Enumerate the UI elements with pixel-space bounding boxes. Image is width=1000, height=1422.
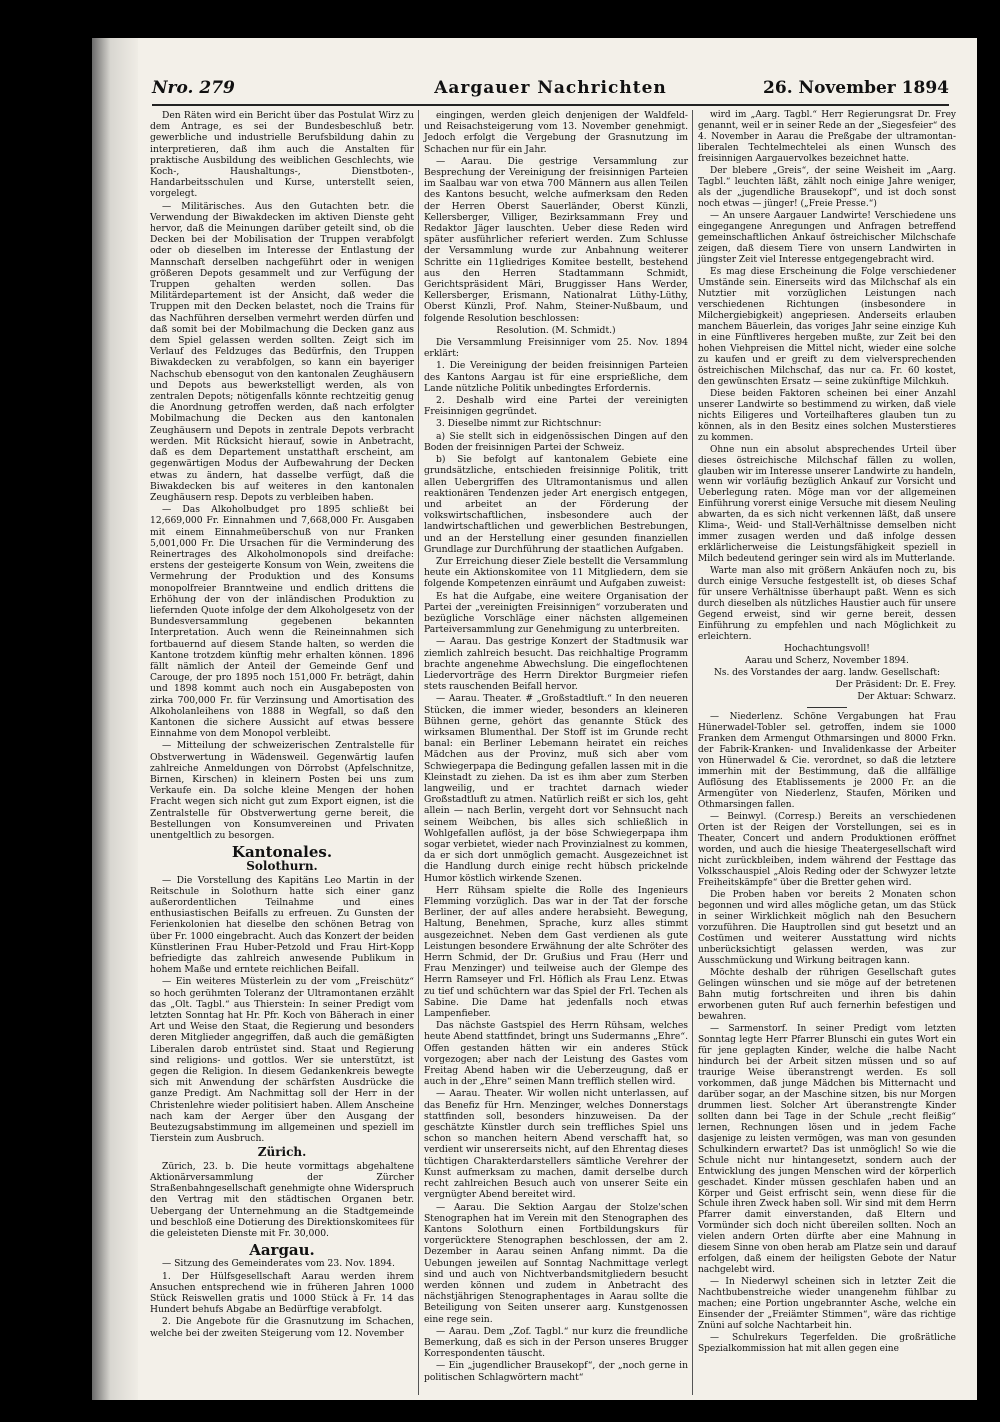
article-paragraph: — Niederlenz. Schöne Vergabungen hat Frau Hünerwadel-Tobler sel. getroffen, indem sie 1000 Franken dem Armengut Othmarsingen und 8000 Frkn. der Fabrik-Kranken- und Invalidenkasse der Arbeiter von Hünerwadel & Cie. verordnet, so daß die letztere immerhin mit der Bestimmung, daß die allfällige Auflösung des Etablissements je 2000 Fr. an die Armengüter von Niederlenz, Staufen, Möriken und Othmarsingen fallen. bbox=[698, 712, 956, 811]
closing-line: Hochachtungsvoll! bbox=[784, 644, 870, 655]
article-paragraph: Es mag diese Erscheinung die Folge verschiedener Umstände sein. Einerseits wird das Milchschaf als ein Nutztier mit vorzüglichen Leistungen nach verschiedenen Richtungen (insbesondere in Milchergiebigkeit) angepriesen. Anderseits erlauben manchem Bäuerlein, das voriges Jahr seine einzige Kuh in eine Fünftliveres hergeben mußte, zur Zeit bei den hohen Viehpreisen die Mittel nicht, wieder eine solche zu kaufen und er greift zu dem vielversprechenden östreichischen Milchschaf, das nur ca. Fr. 60 kostet, den gewünschten Ersatz — seine zukünftige Milchkuh. bbox=[698, 266, 956, 387]
signature-actuary: Der Aktuar: Schwarz. bbox=[857, 692, 956, 703]
issue-number: Nro. 279 bbox=[152, 78, 235, 98]
column-divider bbox=[418, 110, 419, 1395]
issue-date: 26. November 1894 bbox=[763, 78, 949, 98]
article-paragraph: — Aarau. Die gestrige Versammlung zur Besprechung der Vereinigung der freisinnigen Parteien im Saalbau war von etwa 700 Männern aus allen Teilen des Kantons besucht, welche aufmerksam den Reden der Herren Oberst Sauerländer, Oberst Künzli, Kellersberger, Villiger, Bezirksammann Frey und Redaktor Jäger lauschten. Ueber diese Reden wird später ausführlicher referiert werden. Zum Schlusse der Versammlung wurde zur Anbahnung weiterer Schritte ein 11gliedriges Komitee bestellt, bestehend aus den Herren Stadtammann Schmidt, Gerichtspräsident Märi, Bruggisser Hans Werder, Kellersberger, Erismann, Nationalrat Lüthy-Lüthy, Oberst Künzli, Prof. Nahm, Steiner-Nußbaum, und folgende Resolution beschlossen: bbox=[424, 155, 688, 324]
resolution-heading: Resolution. (M. Schmidt.) bbox=[496, 324, 616, 336]
article-paragraph: — Aarau. Theater. # „Großstadtluft.“ In den neueren Stücken, die immer wieder, besonders an kleineren Bühnen gerne, gehört das genannte Stück des wirksamen Blumenthal. Der Stoff ist im Grunde recht banal: ein Berliner Lebemann heiratet ein reiches Mädchen aus der Provinz, muß sich aber vom Schwiegerpapa die Bedingung gefallen lassen mit in die Kleinstadt zu ziehen. Da ist es ihm aber zum Sterben langweilig, und er trachtet darnach wieder Großstadtluft zu atmen. Natürlich reißt er sich los, geht allein — nach Berlin, vergeht dort vor Sehnsucht nach seinem Weibchen, bis alles sich schließlich in Wohlgefallen auflöst, ja der böse Schwiegerpapa ihm sogar verbietet, wieder nach Provinzialnest zu kommen, da er sich dort unmöglich gemacht. Ausgezeichnet ist die Handlung durch einige recht hübsch prickelnde Humor köstlich wirkende Szenen. bbox=[424, 693, 688, 884]
article-paragraph: Zürich, 23. b. Die heute vormittags abgehaltene Aktionärversammlung der Zürcher Straßenbahngesellschaft genehmigte ohne Widerspruch den Vertrag mit den städtischen Organen betr. Uebergang der Unternehmung an die Stadtgemeinde und beschloß eine Dotierung des Direktionskomitees für die geleisteten Dienste mit Fr. 30,000. bbox=[150, 1160, 415, 1239]
article-paragraph: wird im „Aarg. Tagbl.“ Herr Regierungsrat Dr. Frey genannt, weil er in seiner Rede an der „Siegesfeier“ des 4. November in Aarau die Preßgabe der ultramontan-liberalen Techtelmechtelei als einen Wunsch des freisinnigen Aargauervolkes bezeichnet hatte. bbox=[698, 110, 956, 164]
article-paragraph: — Sarmenstorf. In seiner Predigt vom letzten Sonntag legte Herr Pfarrer Blunschi ein gutes Wort ein für jene geplagten Kinder, welche die halbe Nacht hindurch bei der Arbeit sitzen müssen und so auf traurige Weise überanstrengt werden. Es soll vorkommen, daß junge Mädchen bis Mitternacht und darüber sogar, an der Maschine sitzen, bis nur Morgen drummen liest. Solcher Art überanstrengte Kinder sollten dann bei Tage in der Schule „recht fleißig“ lernen, Rechnungen lösen und in jedem Fache dasjenige zu leisten vermögen, was man von gesunden Schulkindern erwartet? Das ist unmöglich! So wie die Schule nicht nur hintangesetzt, sondern auch der Entwicklung des jungen Menschen wird der körperlich geschadet. Kinder müssen geschlafen haben und an Körper und Geist erfrischt sein, wenn diese für die Schule ihren Zweck haben soll. Wir sind mit dem Herrn Pfarrer damit einverstanden, daß Eltern und Vormünder sich doch nicht übereilen sollten. Noch an vielen andern Orten dürfte aber eine Mahnung in diesem Sinne von oben herab am Platze sein und darauf erfolgen, daß einem der heiligsten Gebote der Natur nachgelebt wird. bbox=[698, 1023, 956, 1276]
article-paragraph: Das nächste Gastspiel des Herrn Rühsam, welches heute Abend stattfindet, bringt uns Sudermanns „Ehre“. Offen gestanden hätten wir ein anderes Stück vorgezogen; aber nach der Leistung des Gastes vom Freitag Abend haben wir die Ueberzeugung, daß er auch in der „Ehre“ seinen Mann trefflich stellen wird. bbox=[424, 1020, 688, 1088]
article-paragraph: 3. Dieselbe nimmt zur Richtschnur: bbox=[436, 418, 602, 430]
article-paragraph: Herr Rühsam spielte die Rolle des Ingenieurs Flemming vorzüglich. Das war in der Tat der forsche Berliner, der auf alles andere herabsieht. Bewegung, Haltung, Benehmen, Sprache, kurz alles stimmt ausgezeichnet. Neben dem Gast verdienen als gute Leistungen besondere Erwähnung der alte Schröter des Herrn Schmid, der Dr. Grußius und Frau (Herr und Frau Menzinger) und teilweise auch der Glempe des Herrn Ramseyer und Frl. Höflich als Frau Lenz. Etwas zu tief und schüchtern war das Spiel der Frl. Techen als Sabine. Die Dame hat jedenfalls noch etwas Lampenfieber. bbox=[424, 884, 688, 1020]
article-paragraph: Möchte deshalb der rührigen Gesellschaft gutes Gelingen wünschen und sie möge auf der betretenen Bahn mutig fortschreiten und ihren bis dahin erworbenen guten Ruf auch fernerhin befestigen und bewahren. bbox=[698, 967, 956, 1022]
subsection-heading: Zürich. bbox=[257, 1145, 307, 1160]
article-paragraph: 1. Die Vereinigung der beiden freisinnigen Parteien des Kantons Aargau ist für eine ersprießliche, dem Lande nützliche Politik unbedingtes Erfordernis. bbox=[424, 360, 688, 394]
article-paragraph: — Die Vorstellung des Kapitäns Leo Martin in der Reitschule in Solothurn hatte sich einer ganz außerordentlichen Teilnahme und eines enthusiastischen Beifalls zu erfreuen. Zu Gunsten der Ferienkolonien hat dieselbe den schönen Betrag von über Fr. 1000 eingebracht. Auch das Konzert der beiden Künstlerinen Frau Huber-Petzold und Frau Hirt-Kopp befriedigte das zahlreich anwesende Publikum in hohem Maße und erntete reichlichen Beifall. bbox=[150, 874, 414, 976]
book-binding bbox=[92, 38, 138, 1400]
signature-president: Der Präsident: Dr. E. Frey. bbox=[835, 680, 956, 691]
article-paragraph: Den Räten wird ein Bericht über das Postulat Wirz zu dem Antrage, es sei der Bundesbeschluß betr. gewerbliche und industrielle Berufsbildung dahin zu interpretieren, daß ihm auch die Anstalten für praktische Ausbildung des weiblichen Geschlechts, wie Koch-, Haushaltungs-, Dienstboten-, Handarbeitsschulen und Kurse, unterstellt seien, vorgelegt. bbox=[150, 110, 414, 200]
article-paragraph: — Beinwyl. (Corresp.) Bereits an verschiedenen Orten ist der Reigen der Vorstellungen, sei es in Theater, Concert und andern Produktionen eröffnet worden, und auch die hiesige Theatergesellschaft wird nicht zurückbleiben, indem während der Festtage das Volksschauspiel „Alois Reding oder der Schwyzer letzte Freiheitskämpfe“ über die Bretter gehen wird. bbox=[698, 812, 956, 888]
article-paragraph: — Mitteilung der schweizerischen Zentralstelle für Obstverwertung in Wädensweil. Gegenwärtig laufen zahlreiche Anmeldungen von Dörrobst (Apfelschnitze, Birnen, Kirschen) in kleinern Posten bei uns zum Verkaufe ein. Da solche kleine Mengen der hohen Fracht wegen sich nicht gut zum Export eignen, ist die Zentralstelle für Obstverwertung gerne bereit, die Bestellungen von Konsumvereinen und Privaten unentgeltlich zu besorgen. bbox=[150, 740, 414, 841]
article-paragraph: 2. Deshalb wird eine Partei der vereinigten Freisinnigen gegründet. bbox=[424, 395, 688, 418]
article-paragraph: — Das Alkoholbudget pro 1895 schließt bei 12,669,000 Fr. Einnahmen und 7,668,000 Fr. Ausgaben mit einem Einnahmeüberschuß von nur Franken 5,001,000 Fr. Die Ursachen für die Verminderung des Reinertrages des Alkoholmonopols sind dreifache: erstens der gesteigerte Konsum von Wein, zweitens die Vermehrung der Produktion und des Konsums monopolfreier Branntweine und endlich drittens die Erhöhung der von der inländischen Produktion zu liefernden Quote infolge der dem Alkoholgesetz von der Bundesversammlung gegebenen bekannten Interpretation. Auch wenn die Reineinnahmen sich fortbauernd auf diesem Stande halten, so werden die Kantone trotzdem künftig mehr erhalten können. 1896 fällt nämlich der Anteil der Gemeinde Genf und Carouge, der pro 1895 noch 151,000 Fr. beträgt, dahin und 1898 kommt auch noch ein Ausgabeposten von zirka 700,000 Fr. für Verzinsung und Amortisation des Alkoholanleihens von 1888 in Wegfall, so daß den Kantonen die sichere Aussicht auf etwas bessere Einnahme von dem Monopol verbleibt. bbox=[150, 504, 414, 740]
column-3 bbox=[698, 110, 956, 1356]
article-paragraph: — An unsere Aargauer Landwirte! Verschiedene uns eingegangene Anregungen und Anfragen betreffend gemeinschaftlichen Ankauf östreichischer Milchschafe zeigen, daß diesem Tiere von unsern Landwirten in jüngster Zeit viel Interesse entgegengebracht wird. bbox=[698, 210, 956, 265]
signature-org: Ns. des Vorstandes der aarg. landw. Gesellschaft: bbox=[713, 668, 941, 679]
article-paragraph: a) Sie stellt sich in eidgenössischen Dingen auf den Boden der freisinnigen Partei der Schweiz. bbox=[424, 430, 688, 453]
article-paragraph: Die Versammlung Freisinniger vom 25. Nov. 1894 erklärt: bbox=[424, 337, 688, 360]
section-heading: Kantonales. bbox=[231, 843, 333, 862]
article-paragraph: eingingen, werden gleich denjenigen der Waldfeld- und Reisachsteigerung vom 13. November genehmigt. Jedoch erfolgt die Vergebung der Grasnutzung im Schachen nur für ein Jahr. bbox=[424, 110, 688, 155]
newspaper-title: Aargauer Nachrichten bbox=[434, 78, 667, 98]
article-paragraph: — Militärisches. Aus den Gutachten betr. die Verwendung der Biwakdecken im aktiven Dienste geht hervor, daß die Meinungen darüber geteilt sind, ob die Decken bei der Mobilisation der Truppen verabfolgt oder ob dieselben im Interesse der Entlastung der Mannschaft derselben nachgeführt oder in wenigen größeren Depots gesammelt und zur Verfügung der Truppen gehalten werden sollen. Das Militärdepartement ist der Ansicht, daß weder die Truppen mit den Decken belastet, noch die Trains für das Nachführen derselben vermehrt werden dürfen und daß somit bei der Mobilmachung die Decken ganz aus dem Spiel gelassen werden sollten. Zeigt sich im Verlauf des Feldzuges das Bedürfnis, den Truppen Biwakdecken zu verabfolgen, so kann ein bayeriger Nachschub ebensogut von den kantonalen Zeughäusern und Depots aus bewerkstelligt werden, als von zentralen Depots; nötigenfalls könnte rechtzeitig genug die Anordnung getroffen werden, daß nach erfolgter Mobilmachung die Decken aus den kantonalen Zeughäusern und Depots in zentrale Depots verbracht werden. Mit Rücksicht hierauf, sowie in Anbetracht, daß es dem Departement unstatthaft erscheint, am gegenwärtigen Modus der Aufbewahrung der Decken etwas zu ändern, hat dasselbe verfügt, daß die Biwakdecken bis auf weiteres in den kantonalen Zeughäusern resp. Depots zu verbleiben haben. bbox=[150, 200, 414, 503]
section-heading: Aargau. bbox=[249, 1241, 315, 1260]
article-paragraph: Zur Erreichung dieser Ziele bestellt die Versammlung heute ein Aktionskomitee von 11 Mitgliedern, dem sie folgende Kompetenzen einräumt und Aufgaben zuweist: bbox=[424, 555, 688, 590]
newspaper-page bbox=[92, 38, 977, 1400]
article-paragraph: — Sitzung des Gemeinderates vom 23. Nov. 1894. bbox=[162, 1258, 395, 1270]
article-paragraph: Der blebere „Greis“, der seine Weisheit im „Aarg. Tagbl.“ leuchten läßt, zählt noch einige Jahre weniger, als der „jugendliche Brausekopf“, und ist doch sonst noch etwas — jünger! („Freie Presse.“) bbox=[698, 165, 956, 209]
article-paragraph: — Aarau. Theater. Wir wollen nicht unterlassen, auf das Benefiz für Hrn. Menzinger, welches Donnerstags stattfinden soll, besonders hinzuweisen. Da der geschätzte Künstler durch sein treffliches Spiel uns schon so manchen heitern Abend verschafft hat, so verdient wir unsererseits nicht, auf den Ehrentag dieses tüchtigen Charakterdarstellers sämtliche Verehrer der Kunst aufmerksam zu machen, damit derselbe durch recht zahlreichen Besuch auch von unserer Seite ein vergnügter Abend bereitet wird. bbox=[424, 1088, 688, 1201]
article-paragraph: — Aarau. Dem „Zof. Tagbl.“ nur kurz die freundliche Bemerkung, daß es sich in der Person unseres Brugger Korrespondenten täuscht. bbox=[424, 1325, 688, 1360]
signature-place: Aarau und Scherz, November 1894. bbox=[745, 656, 909, 667]
article-paragraph: — Ein „jugendlicher Brausekopf“, der „noch gerne in politischen Schlagwörtern macht“ bbox=[424, 1360, 688, 1383]
column-1 bbox=[150, 110, 414, 1340]
subsection-heading: Solothurn. bbox=[246, 859, 318, 874]
article-paragraph: Die Proben haben vor bereits 2 Monaten schon begonnen und wird alles mögliche getan, um das Stück in seiner Wirklichkeit möglich nah den Besuchern vorzuführen. Die Hauptrollen sind gut besetzt und an Costümen und weiterer Ausstattung wird nichts unberücksichtigt gelassen werden, was zur Ausschmückung und Wirkung beitragen kann. bbox=[698, 889, 956, 966]
article-paragraph: Ohne nun ein absolut absprechendes Urteil über dieses östreichische Milchschaf fällen zu wollen, glauben wir im Interesse unserer Landwirte zu handeln, wenn wir vorläufig bezüglich Ankauf zur Vorsicht und Ueberlegung raten. Möge man vor der allgemeinen Einführung vorerst einige Versuche mit diesem Neuling abwarten, da es sich nicht verkennen läßt, daß unsere Klima-, Weid- und Stall-Verhältnisse demselben nicht immer zusagen werden und daß infolge dessen erklärlicherweise die Leistungsfähigkeit speziell in Milch bedeutend geringer sein wird als im Mutterlande. bbox=[698, 444, 956, 565]
article-paragraph: 1. Der Hülfsgesellschaft Aarau werden ihrem Ansuchen entsprechend wie in früheren Jahren 1000 Stück Reiswellen gratis und 1000 Stück à Fr. 14 das Hundert behufs Abgabe an Bedürftige verabfolgt. bbox=[150, 1270, 414, 1316]
article-paragraph: — Schulrekurs Tegerfelden. Die großrätliche Spezialkommission hat mit allen gegen eine bbox=[698, 1333, 956, 1355]
article-paragraph: — Aarau. Die Sektion Aargau der Stolze'schen Stenographen hat im Verein mit den Stenographen des Kantons Solothurn einen Fortbildungskurs für vorgerücktere Stenographen beschlossen, der am 2. Dezember in Aarau seinen Anfang nimmt. Da die Uebungen jeweilen auf Sonntag Nachmittage verlegt sind und auch von Nichtverbandsmitgliedern besucht werden können und zudem in Anbetracht des nächstjährigen Stenographentages in Aarau sollte die Beteiligung von Seiten unserer aarg. Kunstgenossen eine rege sein. bbox=[424, 1201, 688, 1325]
article-paragraph: — Aarau. Das gestrige Konzert der Stadtmusik war ziemlich zahlreich besucht. Das reichhaltige Programm brachte angenehme Abwechslung. Die eingeflochtenen Liedervorträge des Herrn Direktor Burgmeier riefen stets rauschenden Beifall hervor. bbox=[424, 636, 688, 693]
masthead bbox=[152, 76, 949, 106]
article-paragraph: — In Niederwyl scheinen sich in letzter Zeit die Nachtbubenstreiche wieder unangenehm fühlbar zu machen; eine Portion ungebrannter Asche, welche ein Einsender der „Freiämter Stimmen“, wäre das richtige Znüni auf solche Nachtarbeit hin. bbox=[698, 1277, 956, 1332]
article-paragraph: 2. Die Angebote für die Grasnutzung im Schachen, welche bei der zweiten Steigerung vom 12. November bbox=[150, 1316, 414, 1339]
article-paragraph: — Ein weiteres Müsterlein zu der vom „Freischütz“ so hoch gerühmten Toleranz der Ultramontanen erzählt das „Olt. Tagbl.“ aus Thierstein: In seiner Predigt vom letzten Sonntag hat Hr. Pfr. Koch von Bäherach in einer Art und Weise den Staat, die Regierung und besonders deren Mitglieder angegriffen, daß auch die gemäßigten Liberalen darob entrüstet sind. Staat und Regierung sind religions- und gottlos. Wer sie unterstützt, ist gegen die Religion. In diesem Gedankenkreis bewegte sich mit Anwendung der schärfsten Ausdrücke die ganze Predigt. Am Nachmittag soll der Herr in der Christenlehre wieder politisiert haben. Allem Anscheine nach kam der Aerger über den Ausgang der Beutezugsabstimmung im allgemeinen und speziell im Tierstein zum Ausbruch. bbox=[150, 976, 414, 1145]
column-divider bbox=[692, 110, 693, 1395]
separator-rule bbox=[807, 707, 847, 708]
article-paragraph: Diese beiden Faktoren scheinen bei einer Anzahl unserer Landwirte so bestimmend zu wirken, daß viele nichts Eiligeres und Vorteilhafteres glauben tun zu können, als in den Besitz eines solchen Musterstieres zu kommen. bbox=[698, 388, 956, 443]
article-paragraph: b) Sie befolgt auf kantonalem Gebiete eine grundsätzliche, entschieden freisinnige Politik, tritt allen Uebergriffen des Ultramontanismus und allen reaktionären Tendenzen jeder Art energisch entgegen, und arbeitet an der Förderung der volkswirtschaftlichen, insbesondere auch der landwirtschaftlichen und gewerblichen Bestrebungen, und an der Herstellung einer gesunden finanziellen Grundlage zur Durchführung der staatlichen Aufgaben. bbox=[424, 454, 688, 555]
article-paragraph: Es hat die Aufgabe, eine weitere Organisation der Partei der „vereinigten Freisinnigen“ vorzuberaten und bezügliche Vorschläge einer nächsten allgemeinen Parteiversammlung zur Genehmigung zu unterbreiten. bbox=[424, 590, 688, 636]
column-2 bbox=[424, 110, 688, 1384]
article-paragraph: Warte man also mit größern Ankäufen noch zu, bis durch einige Versuche festgestellt ist, ob dieses Schaf für unsere Verhältnisse überhaupt paßt. Wenn es sich durch dieselben als nützliches Haustier auch für unsere Gegend erweist, sind wir gerne bereit, dessen Einführung zu empfehlen und nach Möglichkeit zu erleichtern. bbox=[698, 566, 956, 643]
